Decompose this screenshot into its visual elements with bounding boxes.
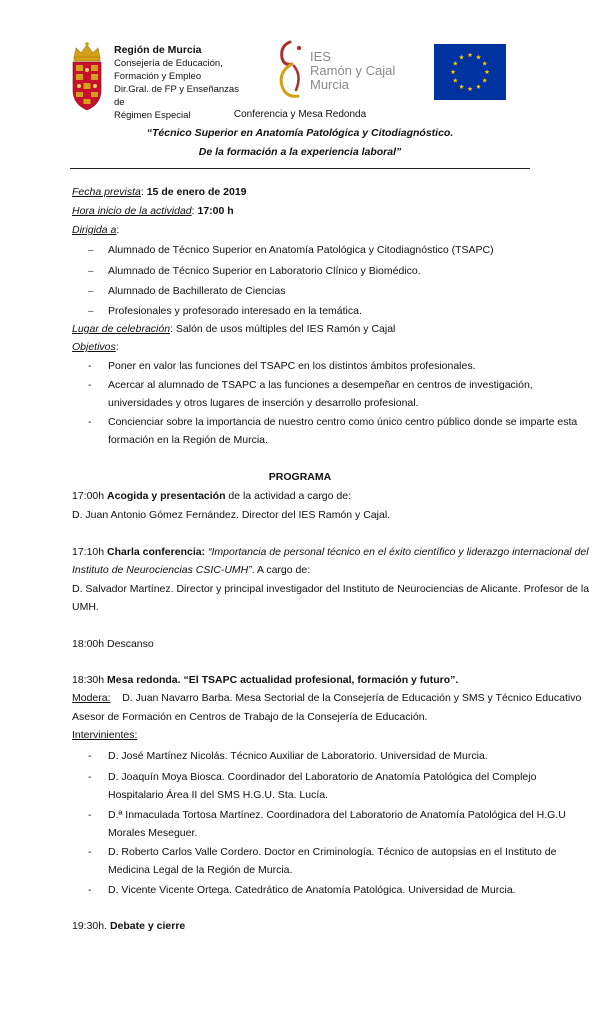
hora-value: 17:00 h bbox=[197, 205, 234, 217]
bullet-marker: - bbox=[88, 846, 92, 858]
header-divider bbox=[70, 168, 530, 169]
objetivo-item: Concienciar sobre la importancia de nuestro centro como único centro público donde se imparte esta bbox=[108, 416, 578, 428]
interviniente-item: D.ª Inmaculada Tortosa Martínez. Coordinadora del Laboratorio de Anatomía Patológica del H.G.U bbox=[108, 809, 566, 821]
programa-person: D. Juan Antonio Gómez Fernández. Director del IES Ramón y Cajal. bbox=[72, 509, 391, 521]
interviniente-item-cont: Hospitalario Área II del SMS H.G.U. Sta. Lucía. bbox=[108, 789, 329, 801]
item-text: “Importancia de personal técnico en el éxito científico y liderazgo internacional del bbox=[208, 546, 589, 558]
interviniente-item: D. Joaquín Moya Biosca. Coordinador del Laboratorio de Anatomía Patológica del Complejo bbox=[108, 771, 537, 783]
time: 18:30h bbox=[72, 674, 105, 686]
region-title: Región de Murcia bbox=[114, 44, 202, 56]
dirigida-item: Alumnado de Técnico Superior en Anatomía Patológica y Citodiagnóstico (TSAPC) bbox=[108, 244, 494, 256]
bullet-marker: - bbox=[88, 771, 92, 783]
item-text: . A cargo de: bbox=[251, 564, 311, 576]
objetivos-label: Objetivos bbox=[72, 341, 116, 353]
fecha-label: Fecha prevista bbox=[72, 186, 141, 198]
modera-line-cont: Asesor de Formación en Centros de Trabajo de la Consejería de Educación. bbox=[72, 711, 428, 723]
ies-line: IES bbox=[310, 49, 331, 64]
conference-title-line2: De la formación a la experiencia laboral” bbox=[198, 146, 402, 158]
programa-heading: PROGRAMA bbox=[268, 471, 332, 483]
bullet-marker: - bbox=[88, 750, 92, 762]
dash-marker: – bbox=[88, 306, 94, 317]
intervinientes-line bbox=[72, 729, 530, 741]
dash-marker: – bbox=[88, 245, 94, 256]
objetivo-item-cont: universidades y otros lugares de inserción y desarrollo profesional. bbox=[108, 397, 419, 409]
fecha-value: 15 de enero de 2019 bbox=[146, 186, 247, 198]
item-title: Acogida y presentación bbox=[107, 490, 226, 502]
hora-line: Hora inicio de la actividad: 17:00 h bbox=[72, 205, 234, 217]
interviniente-item: D. Vicente Vicente Ortega. Catedrático de Anatomía Patológica. Universidad de Murcia. bbox=[108, 884, 516, 896]
bullet-marker: - bbox=[88, 379, 92, 391]
programa-item-3: 18:00h Descanso bbox=[72, 638, 154, 650]
ies-line: Murcia bbox=[310, 77, 350, 92]
item-text: Instituto de Neurociencias CSIC-UMH” bbox=[72, 564, 252, 576]
ies-line: Ramón y Cajal bbox=[310, 63, 396, 78]
time: 17:00h bbox=[72, 490, 105, 502]
dirigida-item: Alumnado de Bachillerato de Ciencias bbox=[108, 285, 286, 297]
dirigida-label: Dirigida a bbox=[72, 224, 117, 236]
interviniente-item: D. Roberto Carlos Valle Cordero. Doctor en Criminología. Técnico de autopsias en el Instituto de bbox=[108, 846, 557, 858]
objetivos-line: Objetivos: bbox=[72, 341, 119, 353]
dash-marker: – bbox=[88, 266, 94, 277]
bullet-marker: - bbox=[88, 884, 92, 896]
conference-type: Conferencia y Mesa Redonda bbox=[233, 109, 367, 120]
region-line: Consejería de Educación, bbox=[114, 58, 223, 69]
dash-marker: – bbox=[88, 286, 94, 297]
objetivo-item: Poner en valor las funciones del TSAPC en los distintos ámbitos profesionales. bbox=[108, 360, 476, 372]
bullet-marker: - bbox=[88, 809, 92, 821]
ies-logo-block bbox=[272, 36, 412, 102]
eu-flag-icon bbox=[434, 44, 506, 100]
bullet-marker: - bbox=[88, 360, 92, 372]
modera-text: D. Juan Navarro Barba. Mesa Sectorial de la Consejería de Educación y SMS y Técnico Educativo bbox=[122, 692, 582, 704]
item-text: de la actividad a cargo de: bbox=[228, 490, 352, 502]
fecha-line: Fecha prevista: 15 de enero de 2019 bbox=[72, 186, 247, 198]
dirigida-item: Profesionales y profesorado interesado en la temática. bbox=[108, 305, 362, 317]
lugar-line: Lugar de celebración: Salón de usos múltiples del IES Ramón y Cajal bbox=[72, 323, 396, 335]
modera-label: Modera: bbox=[72, 692, 111, 704]
murcia-crest-icon bbox=[66, 40, 108, 112]
programa-person-cont: UMH. bbox=[72, 601, 99, 613]
time: 17:10h bbox=[72, 546, 105, 558]
modera-line bbox=[72, 692, 582, 704]
time: 19:30h. bbox=[72, 920, 108, 932]
objetivo-item: Acercar al alumnado de TSAPC a las funciones a desempeñar en centros de investigación, bbox=[108, 379, 533, 391]
hora-label: Hora inicio de la actividad bbox=[72, 205, 192, 217]
ies-logo-icon bbox=[272, 36, 314, 102]
programa-item-2-cont bbox=[72, 564, 530, 576]
region-line: Dir.Gral. de FP y Enseñanzas de bbox=[114, 84, 239, 108]
lugar-value: Salón de usos múltiples del IES Ramón y Cajal bbox=[175, 323, 396, 335]
item-title: Debate y cierre bbox=[109, 920, 186, 932]
region-logo-block bbox=[66, 40, 246, 121]
interviniente-item-cont: Medicina Legal de la Región de Murcia. bbox=[108, 864, 293, 876]
programa-item-1 bbox=[72, 490, 530, 502]
dirigida-item: Alumnado de Técnico Superior en Laboratorio Clínico y Biomédico. bbox=[108, 265, 421, 277]
item-title: Mesa redonda. “El TSAPC actualidad profesional, formación y futuro”. bbox=[107, 674, 459, 686]
programa-person: D. Salvador Martínez. Director y principal investigador del Instituto de Neurociencias de Alicante. Profesor de la bbox=[72, 583, 590, 595]
interviniente-item-cont: Morales Meseguer. bbox=[108, 827, 198, 839]
lugar-label: Lugar de celebración bbox=[72, 323, 171, 335]
interviniente-item: D. José Martínez Nicolás. Técnico Auxiliar de Laboratorio. Universidad de Murcia. bbox=[108, 750, 488, 762]
conference-title-line1: “Técnico Superior en Anatomía Patológica y Citodiagnóstico. bbox=[146, 127, 454, 139]
dirigida-line: Dirigida a: bbox=[72, 224, 120, 236]
programa-item-4 bbox=[72, 674, 530, 686]
ies-name bbox=[310, 50, 395, 92]
bullet-marker: - bbox=[88, 416, 92, 428]
intervinientes-label: Intervinientes: bbox=[72, 729, 138, 741]
programa-item-2 bbox=[72, 546, 589, 558]
objetivo-item-cont: formación en la Región de Murcia. bbox=[108, 434, 268, 446]
region-line: Formación y Empleo bbox=[114, 71, 202, 82]
item-title: Charla conferencia: bbox=[107, 546, 206, 558]
programa-item-5 bbox=[72, 920, 530, 932]
region-line: Régimen Especial bbox=[114, 110, 191, 121]
